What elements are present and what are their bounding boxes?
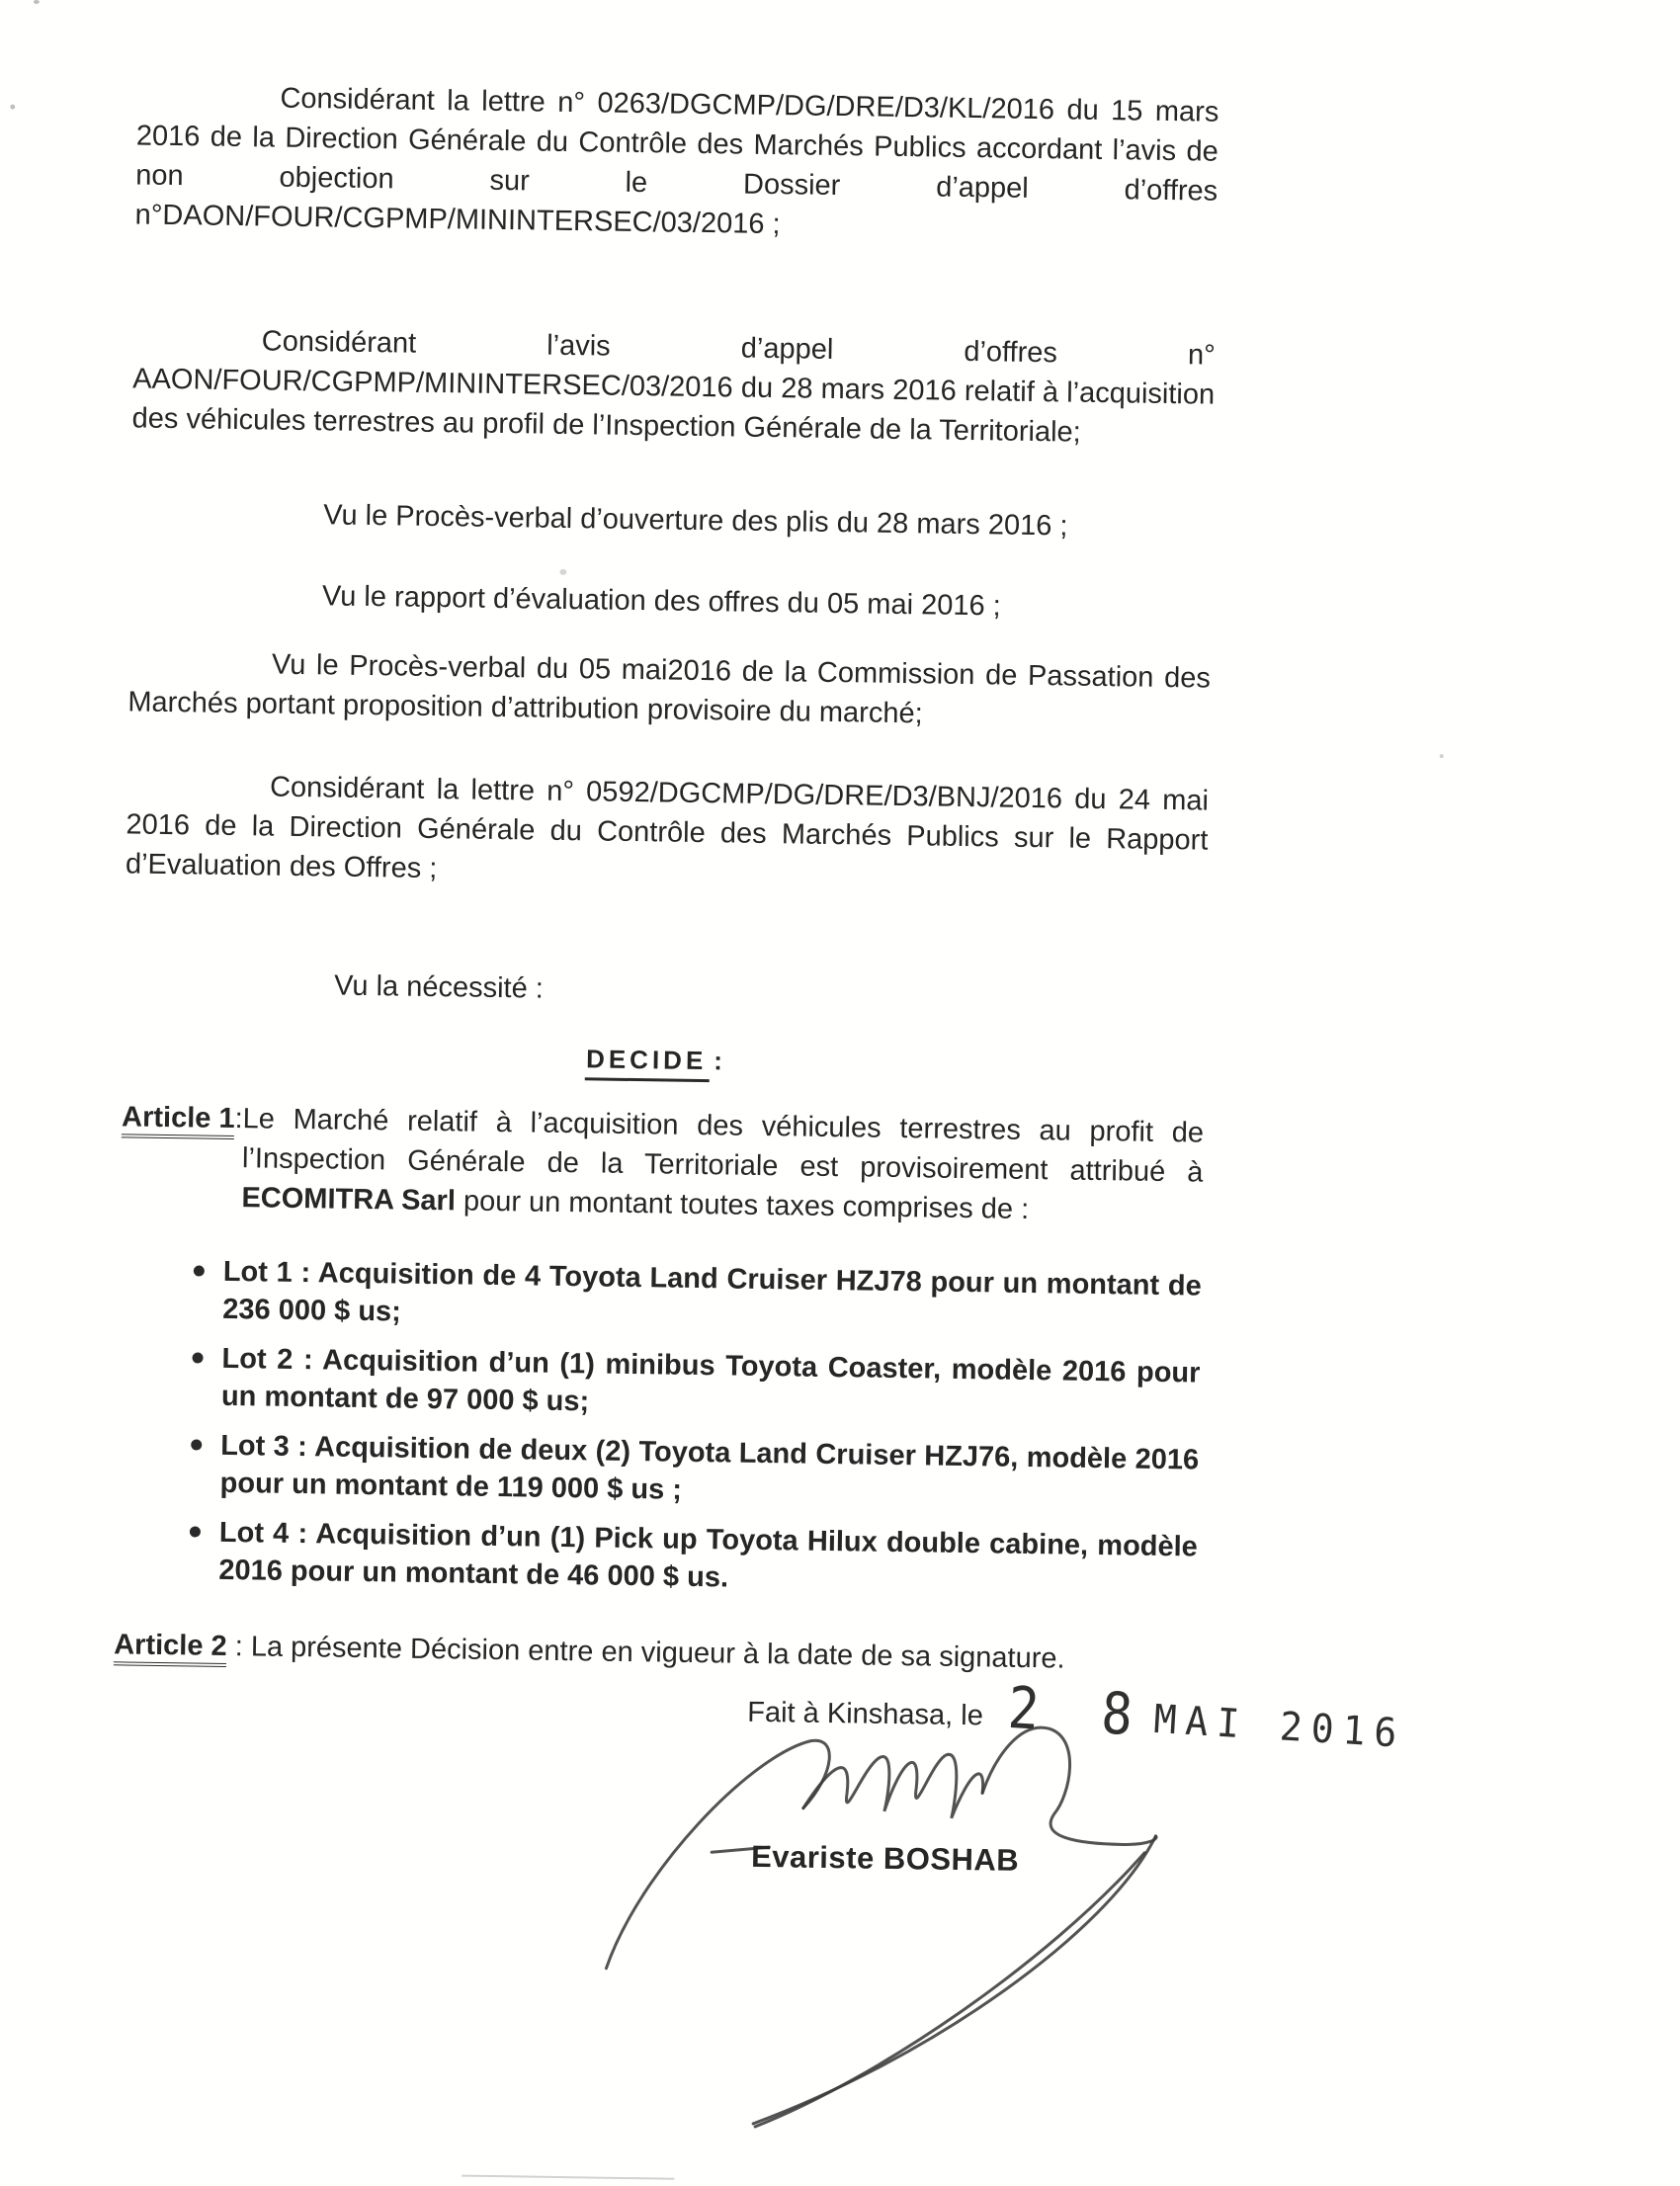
decide-heading-colon: : xyxy=(714,1046,727,1076)
paragraph-considerant-avis-appel-offres xyxy=(131,319,1216,454)
decide-heading xyxy=(585,1041,1205,1085)
scan-speck xyxy=(559,569,566,575)
reference-number: 0592/DGCMP/DG/DRE/D3/BNJ/2016 xyxy=(585,776,1063,815)
date-stamp-month-year: MAI 2016 xyxy=(1151,1696,1407,1757)
company-name: ECOMITRA Sarl xyxy=(241,1182,457,1218)
article-2 xyxy=(114,1625,1196,1680)
paragraph-considerant-lettre-0592 xyxy=(126,765,1210,899)
paragraph-text: Considérant l’avis d’appel d’offres n° xyxy=(261,325,1216,372)
paragraph-vu-rapport-evaluation: Vu le rapport d’évaluation des offres du 05 mai 2016 ; xyxy=(321,580,1001,623)
place-date-label: Fait à Kinshasa, le xyxy=(747,1696,984,1732)
decide-heading-text: DECIDE xyxy=(585,1044,711,1082)
reference-number: 0263/DGCMP/DG/DRE/D3/KL/2016 xyxy=(597,87,1055,126)
list-item-lot-1: Lot 1 : Acquisition de 4 Toyota Land Cruiser HZJ78 pour un montant de 236 000 $ us; xyxy=(180,1252,1202,1342)
date-stamp xyxy=(1005,1675,1407,1758)
article-1-body xyxy=(241,1099,1204,1231)
paragraph-text: du 15 mars 2016 de la Direction Générale du Contrôle des Marchés Publics accordant l’avis de non objection sur le Dossier d’appel d’offres n° xyxy=(134,94,1219,231)
list-item-lot-2: Lot 2 : Acquisition d’un (1) minibus Toyota Coaster, modèle 2016 pour un montant de 97 000 $ us; xyxy=(179,1339,1201,1429)
handwritten-signature xyxy=(549,1696,1218,2170)
paragraph-text: du 24 mai 2016 de la Direction Générale du Contrôle des Marchés Publics sur le Rapport d’Evaluation des Offres ; xyxy=(125,783,1210,885)
paragraph-vu-proces-verbal-commission: Vu le Procès-verbal du 05 mai2016 de la Commission de Passation des Marchés portant proposition d’attribution provisoire du marché; xyxy=(127,648,1212,730)
date-stamp-day: 2 8 xyxy=(1005,1675,1150,1750)
article-1-label: Article 1 xyxy=(122,1101,235,1139)
article-1-label-colon: : xyxy=(234,1103,243,1135)
article-2-text: : La présente Décision entre en vigueur à la date de sa signature. xyxy=(226,1630,1065,1675)
reference-number: DAON/FOUR/CGPMP/MININTERSEC/03/2016 xyxy=(162,199,765,240)
paragraph-vu-necessite: Vu la nécessité : xyxy=(333,969,545,1005)
signer-name: Evariste BOSHAB xyxy=(750,1838,1020,1878)
lots-list xyxy=(176,1252,1202,1603)
paragraph-text: Considérant la lettre n° xyxy=(269,771,587,808)
scan-speck xyxy=(34,0,40,4)
scan-speck xyxy=(10,105,15,110)
article-1 xyxy=(121,1097,1205,1231)
article-1-text: pour un montant toutes taxes comprises de : xyxy=(455,1185,1030,1225)
paragraph-considerant-lettre-0263 xyxy=(134,76,1218,250)
reference-number: AAON/FOUR/CGPMP/MININTERSEC/03/2016 xyxy=(131,363,733,404)
paragraph-text: Considérant la lettre n° xyxy=(280,82,598,120)
article-1-text: Le Marché relatif à l’acquisition des véhicules terrestres au profit de l’Inspection Générale de la Territoriale est provisoirement attribué à xyxy=(241,1103,1205,1189)
paragraph-text: ; xyxy=(764,208,781,241)
article-1-label-column xyxy=(121,1097,243,1218)
scan-speck xyxy=(1440,754,1444,758)
list-item-lot-3: Lot 3 : Acquisition de deux (2) Toyota Land Cruiser HZJ76, modèle 2016 pour un montant de 119 000 $ us ; xyxy=(177,1426,1199,1516)
scanner-edge-artifact xyxy=(462,2175,674,2180)
signature-block-dateline xyxy=(747,1675,1407,1757)
paragraph-vu-proces-verbal-ouverture: Vu le Procès-verbal d’ouverture des plis du 28 mars 2016 ; xyxy=(322,499,1068,543)
list-item-lot-4: Lot 4 : Acquisition d’un (1) Pick up Toyota Hilux double cabine, modèle 2016 pour un montant de 46 000 $ us. xyxy=(176,1513,1198,1603)
paragraph-text: du 28 mars 2016 relatif à l’acquisition des véhicules terrestres au profil de l’Inspection Générale de la Territoriale; xyxy=(131,372,1216,449)
article-2-label: Article 2 xyxy=(114,1629,227,1667)
